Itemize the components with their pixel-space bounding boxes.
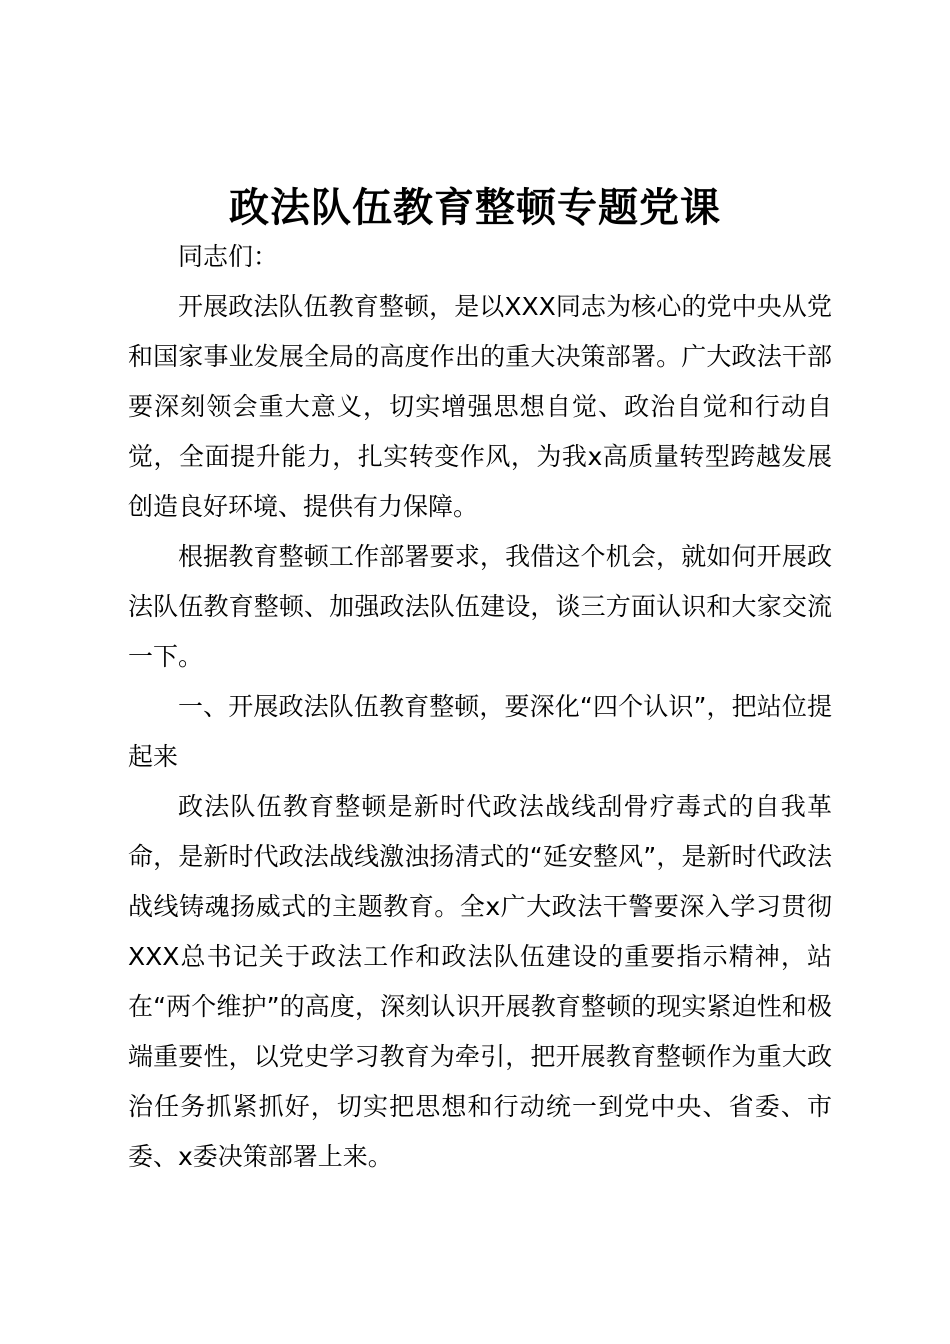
section-heading-1: 一、开展政法队伍教育整顿，要深化“四个认识”，把站位提起来 [128, 692, 832, 771]
paragraph-purpose: 根据教育整顿工作部署要求，我借这个机会，就如何开展政法队伍教育整顿、加强政法队伍建设，谈三方面认识和大家交流一下。 [128, 542, 832, 671]
paragraph-intro: 开展政法队伍教育整顿，是以XXX同志为核心的党中央从党和国家事业发展全局的高度作出的重大决策部署。广大政法干部要深刻领会重大意义，切实增强思想自觉、政治自觉和行动自觉，全面提升能力，扎实转变作风，为我x高质量转型跨越发展创造良好环境、提供有力保障。 [128, 292, 832, 521]
paragraph-section-1: 政法队伍教育整顿是新时代政法战线刮骨疗毒式的自我革命，是新时代政法战线激浊扬清式的“延安整风”，是新时代政法战线铸魂扬威式的主题教育。全x广大政法干警要深入学习贯彻XXX总书记关于政法工作和政法队伍建设的重要指示精神，站在“两个维护”的高度，深刻认识开展教育整顿的现实紧迫性和极端重要性，以党史学习教育为牵引，把开展教育整顿作为重大政治任务抓紧抓好，切实把思想和行动统一到党中央、省委、市委、x委决策部署上来。 [128, 792, 832, 1171]
paragraph-salutation: 同志们： [178, 242, 279, 271]
document-title: 政法队伍教育整顿专题党课 [229, 184, 721, 231]
document-body [128, 232, 832, 1182]
